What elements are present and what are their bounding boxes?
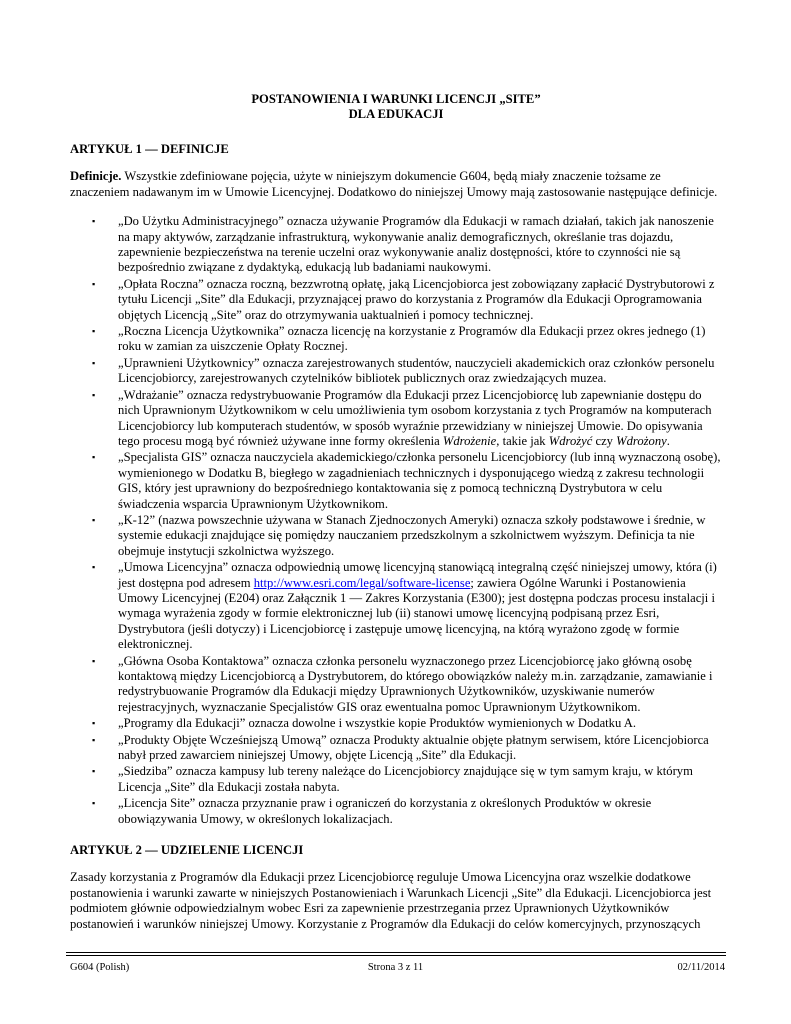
definitions-intro <box>70 169 722 200</box>
definitions-term: Definicje. <box>70 169 122 184</box>
bullet-icon: ▪ <box>92 798 96 809</box>
list-item: ▪ „Specjalista GIS” oznacza nauczyciela akademickiego/członka personelu Licencjobiorcy (lub inną wyznaczoną osobę), wymienionego w Dodatku B, biegłego w zagadnieniach technicznych i dysponującego wiedzą z zakresu technologii GIS, który jest uprawniony do bezpośredniego kontaktowania się z pomocą techniczną Dystrybutora w celu świadczenia wsparcia Uprawnionym Użytkownikom. <box>92 450 721 511</box>
document-title-line1: POSTANOWIENIA I WARUNKI LICENCJI „SITE” <box>251 92 541 106</box>
bullet-icon: ▪ <box>92 357 96 368</box>
list-item: ▪ „Wdrażanie” oznacza redystrybuowanie Programów dla Edukacji przez Licencjobiorcę lub zapewnianie dostępu do nich Uprawnionym Użytkownikom w celu umożliwienia tym osobom korzystania z tych Programów na komputerach Licencjobiorcy lub komputerach studentów, w sposób wyraźnie przewidziany w niniejszej Umowie. Do opisywania tego procesu mogą być również używane inne formy określenia Wdrożenie, takie jak Wdrożyć czy Wdrożony. <box>92 387 712 448</box>
bullet-icon: ▪ <box>92 216 96 227</box>
footer-page-number: Strona 3 z 11 <box>367 962 424 973</box>
list-item: ▪ „Produkty Objęte Wcześniejszą Umową” oznacza Produkty aktualnie objęte płatnym serwisem, które Licencjobiorca nabył przed zawarciem niniejszej Umowy, objęte Licencją „Site” dla Edukacji. <box>92 732 709 763</box>
document-title-line2: DLA EDUKACJI <box>348 107 444 121</box>
article1-heading: ARTYKUŁ 1 — DEFINICJE <box>70 142 229 156</box>
bullet-icon: ▪ <box>92 734 96 745</box>
document-page <box>70 92 722 946</box>
definitions-intro-text: Wszystkie zdefiniowane pojęcia, użyte w niniejszym dokumencie G604, będą miały znaczenie tożsame ze znaczeniem nadawanym im w Umowie Licencyjnej. Dodatkowo do niniejszej Umowy mają zastosowanie następujące definicje. <box>70 169 718 199</box>
article2-heading: ARTYKUŁ 2 — UDZIELENIE LICENCJI <box>70 843 304 858</box>
list-item: ▪ „Roczna Licencja Użytkownika” oznacza licencję na korzystanie z Programów dla Edukacji przez okres jednego (1) roku w zamian za uiszczenie Opłaty Rocznej. <box>92 324 706 354</box>
footer-divider <box>66 952 726 953</box>
list-item: ▪ „Umowa Licencyjna” oznacza odpowiednią umowę licencyjną stanowiącą integralną część niniejszej umowy, która (i) jest dostępna pod adresem http://www.esri.com/legal/software-license; zawiera Ogólne Warunki i Postanowienia Umowy Licencyjnej (E204) oraz Załącznik 1 — Zakres Korzystania (E300); jest dostępna podczas procesu instalacji i wymaga wyrażenia zgody w formie elektronicznej lub (ii) stanowi umowę licencyjną podpisaną przez Esri, Dystrybutora (jeśli dotyczy) i Licencjobiorcę i zastępuje umowę licencyjną, na którą wyrażono zgodę w formie elektronicznej. <box>92 560 717 652</box>
bullet-icon: ▪ <box>92 718 96 729</box>
footer-divider <box>66 955 726 956</box>
list-item: ▪ „Opłata Roczna” oznacza roczną, bezzwrotną opłatę, jaką Licencjobiorca jest zobowiązany zapłacić Dystrybutorowi z tytułu Licencji „Site” dla Edukacji, przyznającej prawo do korzystania z Programów dla Edukacji Oprogramowania objętych Licencją „Site” oraz do otrzymywania uaktualnień i pomocy technicznej. <box>92 276 715 322</box>
footer-doc-code: G604 (Polish) <box>70 962 130 973</box>
bullet-icon: ▪ <box>92 278 96 289</box>
definitions-list <box>70 214 722 827</box>
article2-text: Zasady korzystania z Programów dla Edukacji przez Licencjobiorcę reguluje Umowa Licencyjna oraz wszelkie dodatkowe postanowienia i warunki zawarte w niniejszych Postanowieniach i Warunkach Licencji „Site” dla Edukacji. Licencjobiorca jest podmiotem głównie odpowiedzialnym wobec Esri za zapewnienie przestrzegania przez Uprawnionych Użytkowników postanowień i warunków niniejszej Umowy. Korzystanie z Programów dla Edukacji do celów komercyjnych, przynoszących <box>70 870 712 931</box>
bullet-icon: ▪ <box>92 452 96 463</box>
bullet-icon: ▪ <box>92 389 96 400</box>
bullet-icon: ▪ <box>92 562 96 573</box>
list-item: ▪ „Główna Osoba Kontaktowa” oznacza członka personelu wyznaczonego przez Licencjobiorcę jako główną osobę kontaktową między Licencjobiorcą a Dystrybutorem, do którego obowiązków należy m.in. zarządzanie, zamawianie i redystrybuowanie Programów dla Edukacji między Uprawnionych Użytkowników, uzyskiwanie numerów rejestracyjnych, wyznaczanie Specjalistów GIS oraz ewentualna pomoc Uprawnionym Użytkownikom. <box>92 653 713 714</box>
footer-date: 02/11/2014 <box>677 962 725 973</box>
list-item: ▪ „K-12” (nazwa powszechnie używana w Stanach Zjednoczonych Ameryki) oznacza szkoły podstawowe i średnie, w systemie edukacji znajdujące się pomiędzy nauczaniem przedszkolnym a szkolnictwem wyższym. Definicja ta nie obejmuje instytucji szkolnictwa wyższego. <box>92 512 706 558</box>
list-item: ▪ „Programy dla Edukacji” oznacza dowolne i wszystkie kopie Produktów wymienionych w Dodatku A. <box>92 716 636 731</box>
list-item: ▪ „Licencja Site” oznacza przyznanie praw i ograniczeń do korzystania z określonych Produktów w okresie obowiązywania Umowy, w określonych lokalizacjach. <box>92 796 652 826</box>
bullet-icon: ▪ <box>92 766 96 777</box>
list-item: ▪ „Siedziba” oznacza kampusy lub tereny należące do Licencjobiorcy znajdujące się w tym samym kraju, w którym Licencja „Site” dla Edukacji została nabyta. <box>92 764 693 794</box>
bullet-icon: ▪ <box>92 655 96 666</box>
license-link[interactable]: http://www.esri.com/legal/software-license <box>253 575 471 590</box>
list-item: ▪ „Uprawnieni Użytkownicy” oznacza zarejestrowanych studentów, nauczycieli akademickich oraz członków personelu Licencjobiorcy, zarejestrowanych czytelników bibliotek publicznych oraz zwiedzających muzea. <box>92 355 715 386</box>
list-item: ▪ „Do Użytku Administracyjnego” oznacza używanie Programów dla Edukacji w ramach działań, takich jak nanoszenie na mapy aktywów, zarządzanie infrastrukturą, wykonywanie analiz demograficznych, określanie tras dojazdu, zapewnienie bezpieczeństwa na terenie uczelni oraz wykonywanie analiz dostępności, które to czynności nie są bezpośrednio związane z dydaktyką, edukacją lub badaniami naukowymi. <box>92 214 714 275</box>
bullet-icon: ▪ <box>92 514 96 525</box>
bullet-icon: ▪ <box>92 326 96 337</box>
